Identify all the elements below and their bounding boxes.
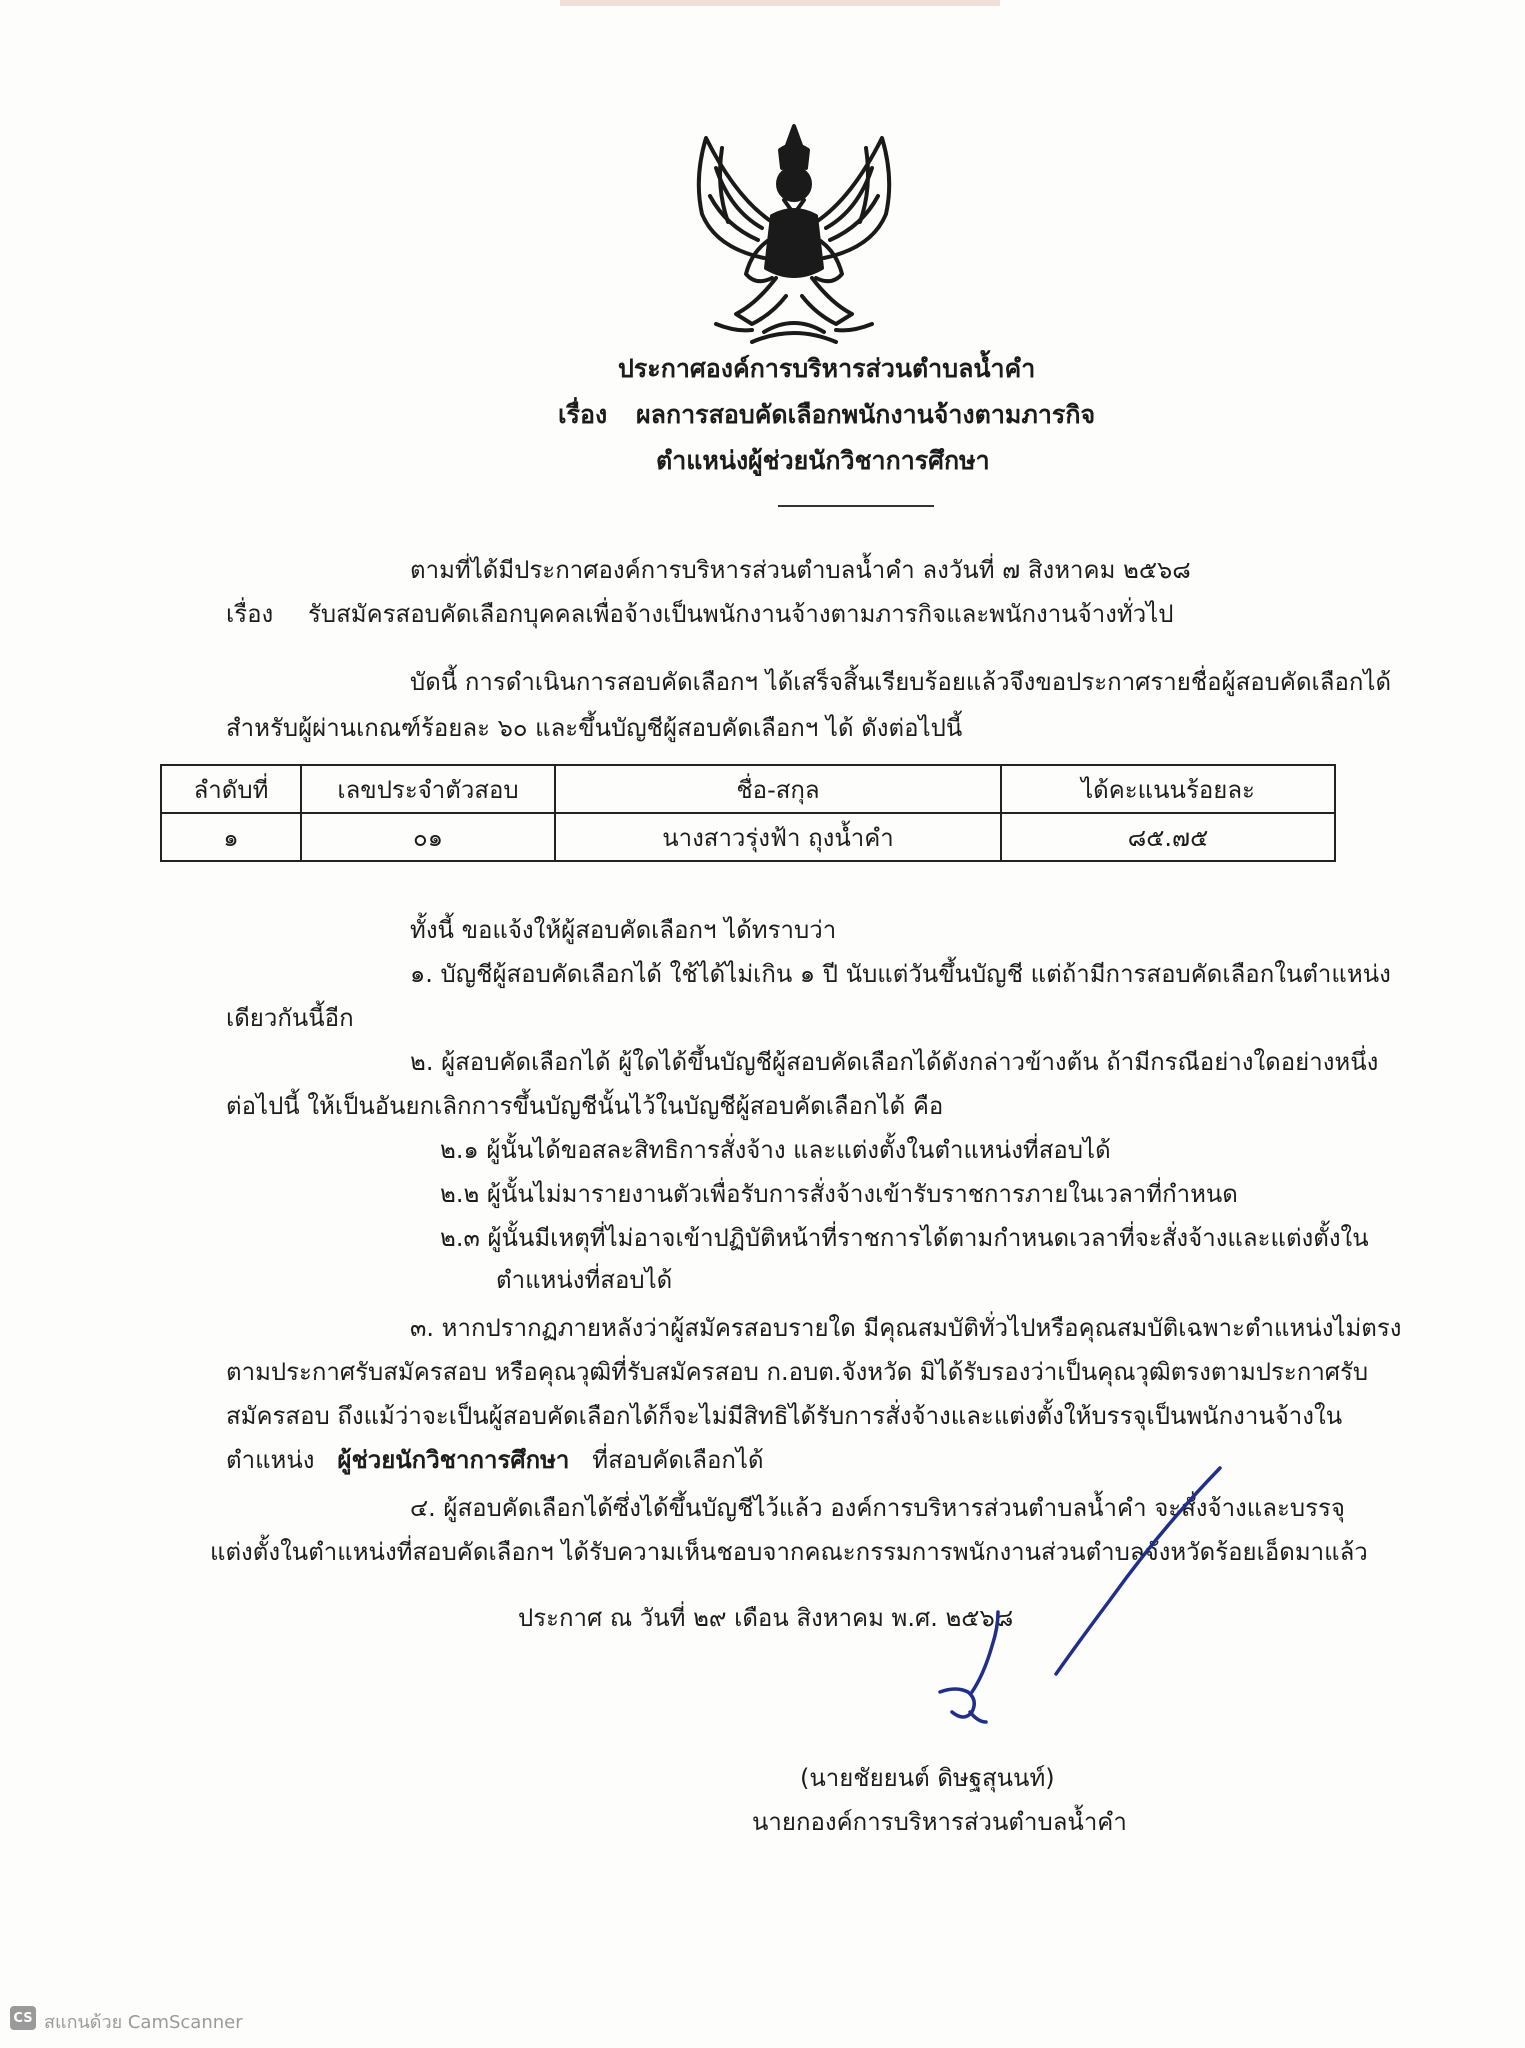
condition-3-line-2: ตามประกาศรับสมัครสอบ หรือคุณวุฒิที่รับสมัครสอบ ก.อบต.จังหวัด มิได้รับรองว่าเป็นคุณวุฒิตรงตามประกาศรับ (226, 1358, 1369, 1386)
signatory-title: นายกองค์การบริหารส่วนตำบลน้ำคำ (752, 1808, 1127, 1836)
subject-prefix: เรื่อง (558, 400, 608, 429)
column-header-score: ได้คะแนนร้อยละ (1001, 765, 1335, 813)
condition-3-line-3: สมัครสอบ ถึงแม้ว่าจะเป็นผู้สอบคัดเลือกได้ก็จะไม่มีสิทธิได้รับการสั่งจ้างและแต่งตั้งให้บรรจุเป็นพนักงานจ้างใน (226, 1402, 1343, 1430)
condition-4-line-2: แต่งตั้งในตำแหน่งที่สอบคัดเลือกฯ ได้รับความเห็นชอบจากคณะกรรมการพนักงานส่วนตำบลจังหวัดร้อยเอ็ดมาแล้ว (210, 1538, 1368, 1566)
signatory-name: (นายชัยยนต์ ดิษฐสุนนท์) (800, 1764, 1055, 1792)
conditions-intro: ทั้งนี้ ขอแจ้งให้ผู้สอบคัดเลือกฯ ได้ทราบว่า (410, 916, 837, 944)
scan-edge-strip (560, 0, 1000, 6)
table-header-row (161, 765, 1335, 813)
condition-2-1: ๒.๑ ผู้นั้นได้ขอสละสิทธิการสั่งจ้าง และแต่งตั้งในตำแหน่งที่สอบได้ (440, 1136, 1111, 1164)
condition-1-line-2: เดียวกันนี้อีก (226, 1004, 354, 1032)
intro-line-2-prefix: เรื่อง (226, 600, 274, 628)
camscanner-logo-icon: CS (10, 2006, 36, 2030)
condition-4-line-1: ๔. ผู้สอบคัดเลือกได้ซึ่งได้ขึ้นบัญชีไว้แล้ว องค์การบริหารส่วนตำบลน้ำคำ จะสั่งจ้างและบรรจุ (410, 1494, 1345, 1522)
condition-2-line-1: ๒. ผู้สอบคัดเลือกได้ ผู้ใดได้ขึ้นบัญชีผู้สอบคัดเลือกได้ดังกล่าวข้างต้น ถ้ามีกรณีอย่างใดอย่างหนึ่ง (410, 1048, 1379, 1076)
announcement-title: ประกาศองค์การบริหารส่วนตำบลน้ำคำ (618, 354, 1036, 383)
condition-3-position-bold: ผู้ช่วยนักวิชาการศึกษา (337, 1446, 570, 1474)
column-header-order: ลำดับที่ (161, 765, 301, 813)
condition-2-3-line-2: ตำแหน่งที่สอบได้ (496, 1266, 673, 1294)
camscanner-watermark: สแกนด้วย CamScanner (44, 2012, 243, 2033)
column-header-exam-id: เลขประจำตัวสอบ (301, 765, 555, 813)
intro-line-3: บัดนี้ การดำเนินการสอบคัดเลือกฯ ได้เสร็จสิ้นเรียบร้อยแล้วจึงขอประกาศรายชื่อผู้สอบคัดเลือกได้ (410, 668, 1392, 696)
header-divider (778, 505, 934, 507)
intro-line-4: สำหรับผู้ผ่านเกณฑ์ร้อยละ ๖๐ และขึ้นบัญชีผู้สอบคัดเลือกฯ ได้ ดังต่อไปนี้ (226, 714, 963, 742)
results-table (160, 764, 1336, 862)
subject-title: ผลการสอบคัดเลือกพนักงานจ้างตามภารกิจ (636, 400, 1096, 429)
condition-3-line-1: ๓. หากปรากฏภายหลังว่าผู้สมัครสอบรายใด มีคุณสมบัติทั่วไปหรือคุณสมบัติเฉพาะตำแหน่งไม่ตรง (410, 1314, 1402, 1342)
cell-name: นางสาวรุ่งฟ้า ถุงน้ำคำ (555, 813, 1001, 861)
condition-3-position-prefix: ตำแหน่ง (226, 1446, 315, 1474)
condition-2-line-2: ต่อไปนี้ ให้เป็นอันยกเลิกการขึ้นบัญชีนั้นไว้ในบัญชีผู้สอบคัดเลือกได้ คือ (226, 1092, 944, 1120)
cell-exam-id: ๐๑ (301, 813, 555, 861)
position-prefix: ตำแหน่ง (656, 446, 749, 475)
cell-score: ๘๕.๗๕ (1001, 813, 1335, 861)
condition-3-line-4 (226, 1444, 764, 1476)
column-header-name: ชื่อ-สกุล (555, 765, 1001, 813)
intro-line-2: รับสมัครสอบคัดเลือกบุคคลเพื่อจ้างเป็นพนักงานจ้างตามภารกิจและพนักงานจ้างทั่วไป (308, 600, 1174, 628)
table-row (161, 813, 1335, 861)
condition-3-position-suffix: ที่สอบคัดเลือกได้ (592, 1446, 764, 1474)
condition-2-3-line-1: ๒.๓ ผู้นั้นมีเหตุที่ไม่อาจเข้าปฏิบัติหน้าที่ราชการได้ตามกำหนดเวลาที่จะสั่งจ้างและแต่งตั้งใน (440, 1224, 1369, 1252)
garuda-emblem-icon (676, 118, 912, 350)
handwritten-signature (860, 1460, 1300, 1780)
condition-1-line-1: ๑. บัญชีผู้สอบคัดเลือกได้ ใช้ได้ไม่เกิน ๑ ปี นับแต่วันขึ้นบัญชี แต่ถ้ามีการสอบคัดเลือกในตำแหน่ง (410, 960, 1391, 988)
announce-date: ประกาศ ณ วันที่ ๒๙ เดือน สิงหาคม พ.ศ. ๒๕๖๘ (518, 1604, 1014, 1632)
cell-order: ๑ (161, 813, 301, 861)
intro-line-1: ตามที่ได้มีประกาศองค์การบริหารส่วนตำบลน้ำคำ ลงวันที่ ๗ สิงหาคม ๒๕๖๘ (410, 556, 1191, 584)
position-title: ผู้ช่วยนักวิชาการศึกษา (748, 446, 990, 475)
condition-2-2: ๒.๒ ผู้นั้นไม่มารายงานตัวเพื่อรับการสั่งจ้างเข้ารับราชการภายในเวลาที่กำหนด (440, 1180, 1238, 1208)
